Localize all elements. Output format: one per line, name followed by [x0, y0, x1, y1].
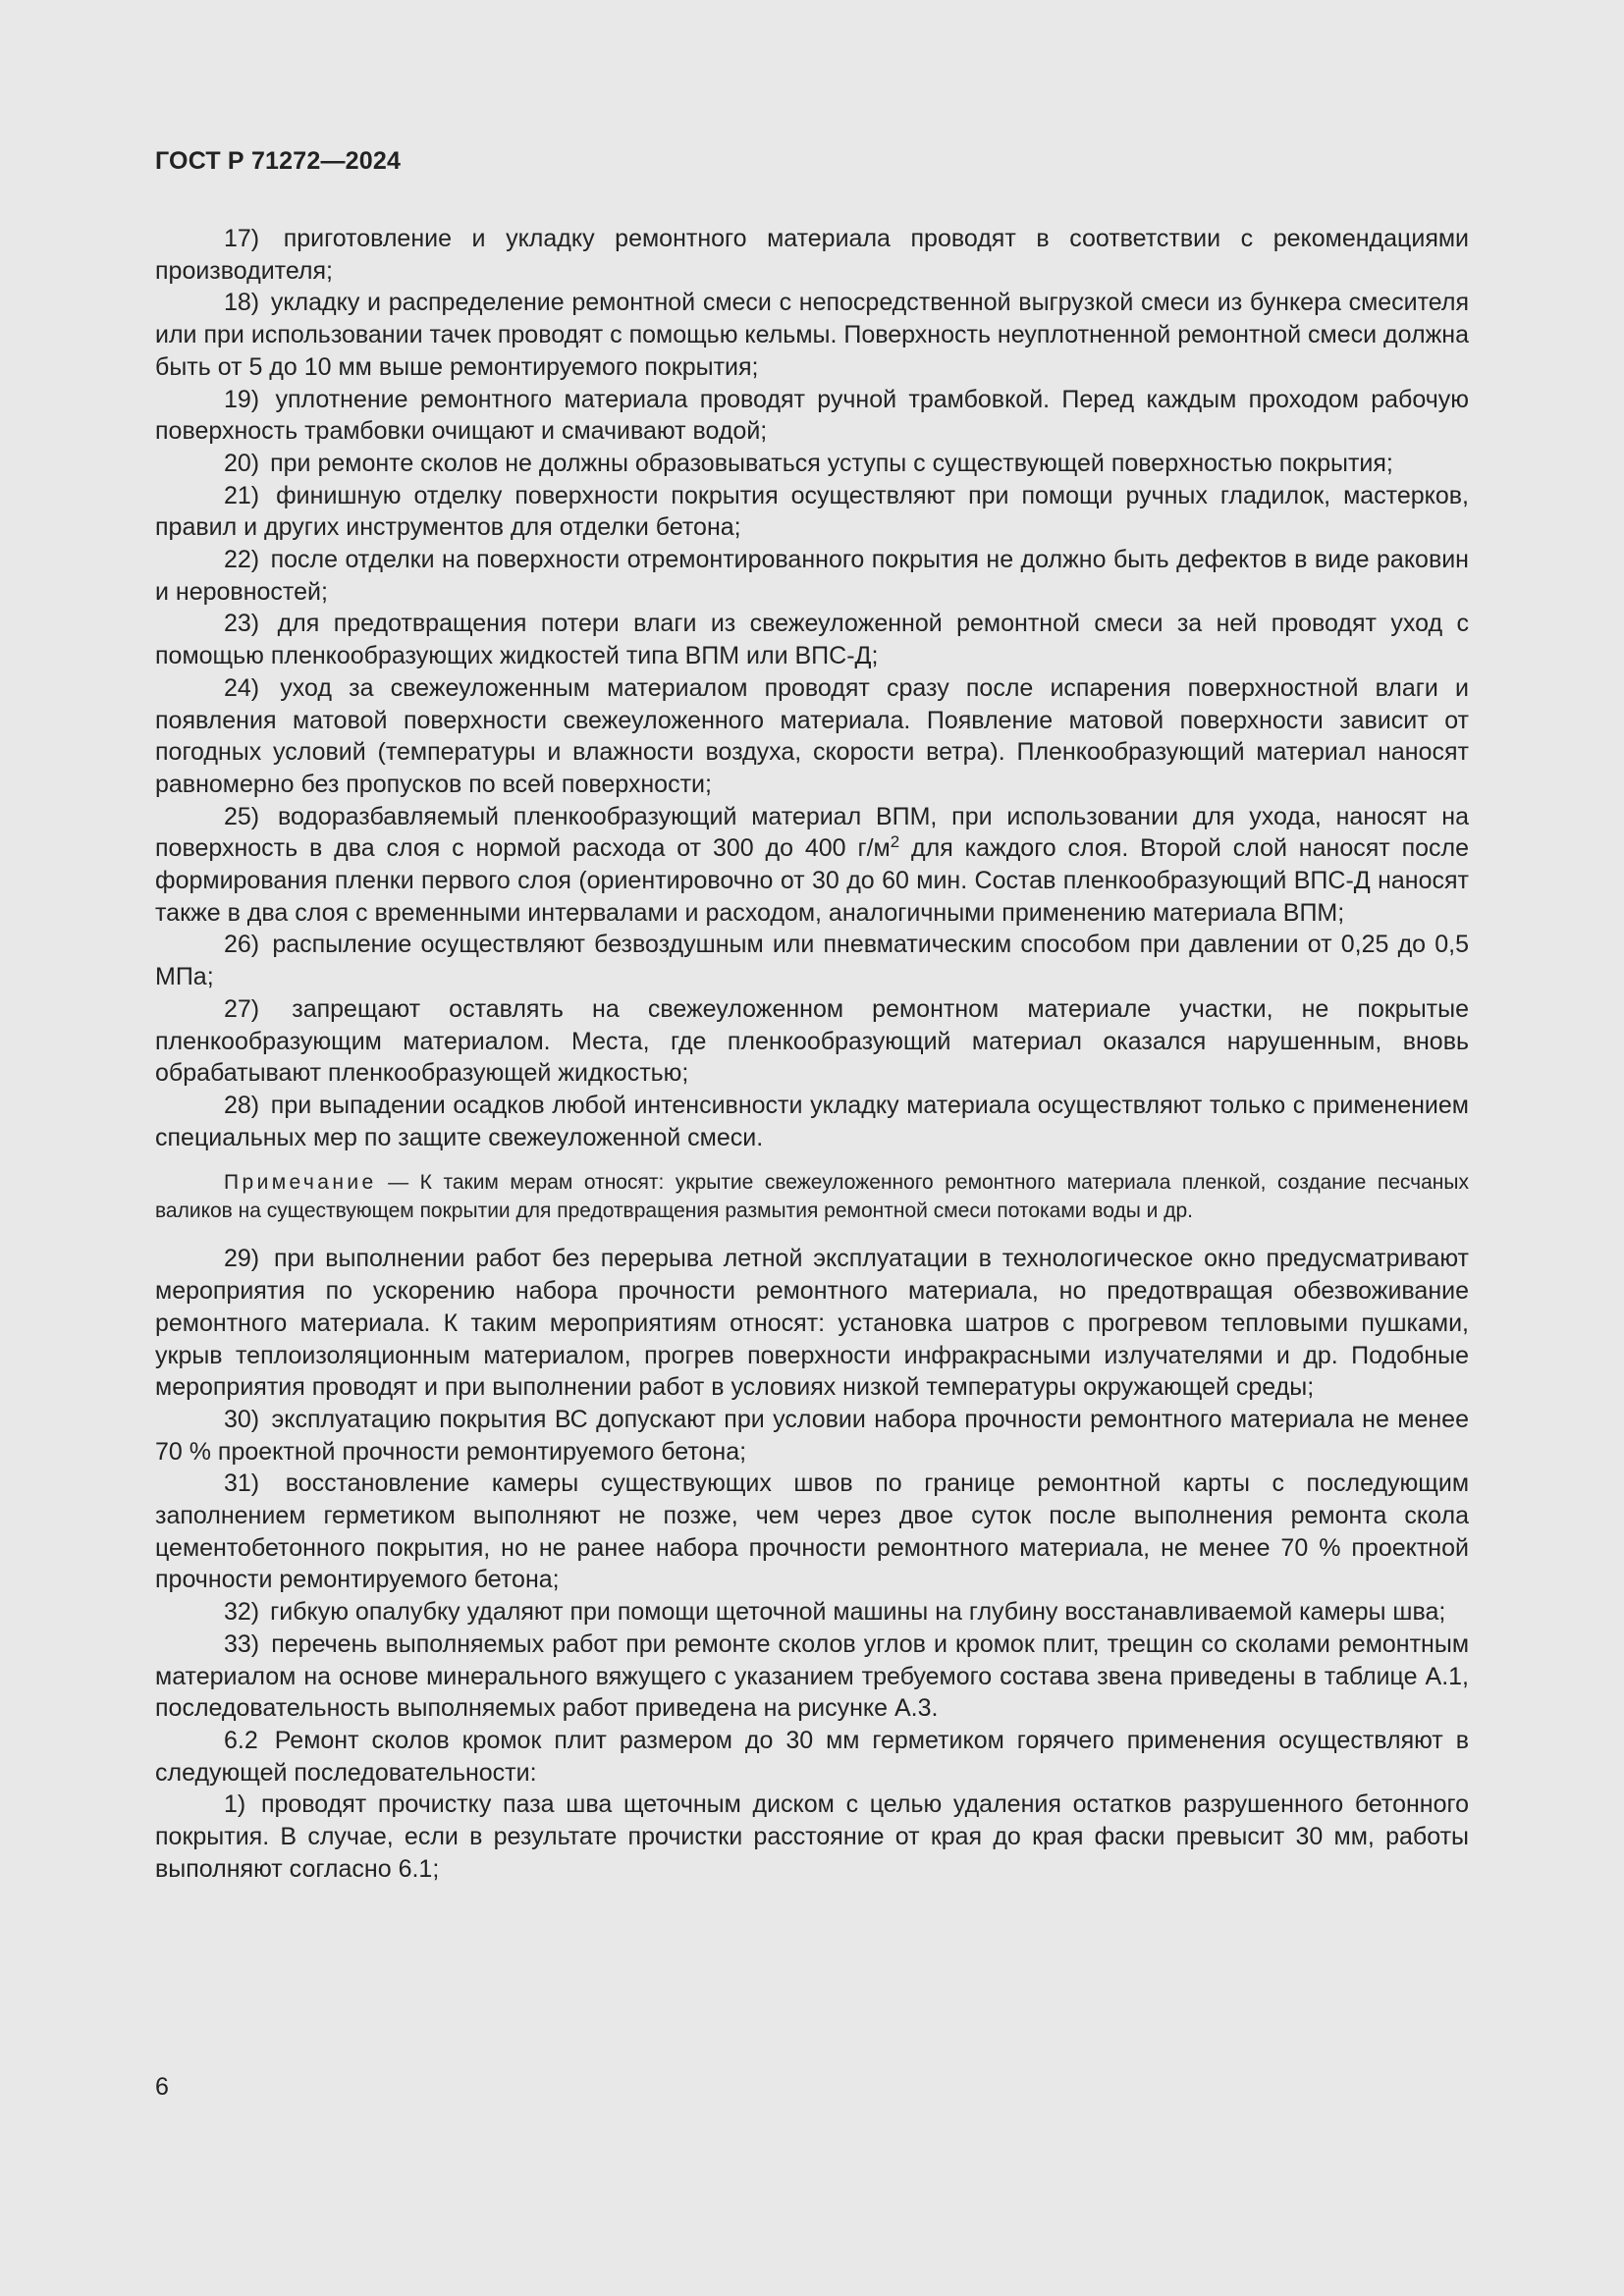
item-number: 21) [224, 481, 260, 509]
item-text: приготовление и укладку ремонтного материала проводят в соответствии с рекомендациями производителя; [155, 225, 1470, 285]
list-item [155, 1090, 1469, 1153]
item-text: при ремонте сколов не должны образовываться уступы с существующей поверхностью покрытия; [270, 449, 1393, 477]
item-text: уплотнение ремонтного материала проводят ручной трамбовкой. Перед каждым проходом рабочую поверхность трамбовки очищают и смачивают водой; [155, 385, 1469, 446]
item-text: укладку и распределение ремонтной смеси с непосредственной выгрузкой смеси из бункера смесителя или при использовании тачек проводят с помощью кельмы. Поверхность неуплотненной ремонтной смеси должна быть от 5 до 10 мм выше ремонтируемого покрытия; [155, 289, 1469, 381]
item-text: финишную отделку поверхности покрытия осуществляют при помощи ручных гладилок, мастерков, правил и других инструментов для отделки бетона; [155, 481, 1470, 542]
section-paragraph [155, 1725, 1469, 1789]
list-item [155, 672, 1469, 801]
item-text: проводят прочистку паза шва щеточным диском с целью удаления остатков разрушенного бетонного покрытия. В случае, если в результате прочистки расстояние от края до края фаски превысит 30 мм, работы выполняют согласно 6.1; [155, 1790, 1469, 1883]
list-item [155, 544, 1469, 608]
item-number: 28) [224, 1091, 260, 1119]
item-text: гибкую опалубку удаляют при помощи щеточной машины на глубину восстанавливаемой камеры шва; [270, 1598, 1446, 1627]
item-number: 24) [224, 673, 260, 702]
item-number: 17) [224, 225, 260, 252]
item-text: водоразбавляемый пленкообразующий материал ВПМ, при использовании для ухода, наносят на поверхность в два слоя с нормой расхода от 300 до 400 г/м [155, 802, 1470, 863]
list-item [155, 993, 1469, 1090]
item-text: Ремонт сколов кромок плит размером до 30 мм герметиком горячего применения осуществляют в следующей последовательности: [155, 1726, 1469, 1787]
item-text: для предотвращения потери влаги из свежеуложенной ремонтной смеси за ней проводят уход с помощью пленкообразующих жидкостей типа ВПМ или ВПС-Д; [155, 610, 1469, 670]
item-text: после отделки на поверхности отремонтированного покрытия не должно быть дефектов в виде раковин и неровностей; [155, 546, 1469, 606]
list-item [155, 384, 1469, 448]
item-text: восстановление камеры существующих швов по границе ремонтной карты с последующим заполнением герметиком выполняют не позже, чем через двое суток после выполнения ремонта скола цементобетонного покрытия, но не ранее набора прочности ремонтного материала, не менее 70 % проектной прочности ремонтируемого бетона; [155, 1469, 1470, 1594]
list-item [155, 929, 1469, 992]
item-number: 31) [224, 1469, 260, 1498]
list-item [155, 1596, 1469, 1629]
item-text: при выполнении работ без перерыва летной эксплуатации в технологическое окно предусматривают мероприятия по ускорению набора прочности ремонтного материала, но предотвращая обезвоживание ремонтного материала. К таким мероприятиям относят: установка шатров с прогревом тепловыми пушками, укрыв теплоизоляционным материалом, прогрев поверхности инфракрасными излучателями и др. Подобные мероприятия проводят и при выполнении работ в условиях низкой температуры окружающей среды; [155, 1245, 1469, 1402]
item-number: 22) [224, 546, 260, 574]
standard-header: ГОСТ Р 71272—2024 [155, 147, 402, 175]
list-item [155, 1629, 1469, 1725]
item-number: 29) [224, 1245, 260, 1273]
section-number: 6.2 [224, 1726, 258, 1754]
item-text: при выпадении осадков любой интенсивности укладку материала осуществляют только с применением специальных мер по защите свежеуложенной смеси. [155, 1091, 1469, 1151]
list-item [155, 223, 1469, 287]
item-number: 18) [224, 289, 260, 317]
list-item [155, 1404, 1469, 1468]
item-number: 1) [224, 1790, 246, 1819]
list-item [155, 1789, 1469, 1885]
item-number: 32) [224, 1598, 260, 1627]
item-number: 19) [224, 385, 260, 413]
note-text: — К таким мерам относят: укрытие свежеуложенного ремонтного материала пленкой, создание песчаных валиков на существующем покрытии для предотвращения размытия ремонтной смеси потоками воды и др. [155, 1171, 1469, 1222]
superscript: 2 [890, 832, 900, 852]
item-text: перечень выполняемых работ при ремонте сколов углов и кромок плит, трещин со сколами ремонтным материалом на основе минерального вяжущего с указанием требуемого состава звена приведены в таблице А.1, последовательность выполняемых работ приведена на рисунке А.3. [155, 1629, 1470, 1723]
list-item [155, 287, 1469, 383]
item-number: 30) [224, 1405, 260, 1433]
item-text: запрещают оставлять на свежеуложенном ремонтном материале участки, не покрытые пленкообразующим материалом. Места, где пленкообразующий материал оказался нарушенным, вновь обрабатывают пленкообразующей жидкостью; [155, 994, 1469, 1088]
list-item [155, 801, 1469, 930]
note-block [155, 1169, 1469, 1225]
item-text: уход за свежеуложенным материалом проводят сразу после испарения поверхностной влаги и появления матовой поверхности свежеуложенного материала. Появление матовой поверхности зависит от погодных условий (температуры и влажности воздуха, скорости ветра). Пленкообразующий материал наносят равномерно без пропусков по всей поверхности; [155, 673, 1469, 798]
item-number: 20) [224, 449, 260, 477]
list-item [155, 608, 1469, 671]
item-text-continued: для каждого слоя. Второй слой наносят после формирования пленки первого слоя (ориентировочно от 30 до 60 мин. Состав пленкообразующий ВПС-Д наносят также в два слоя с временными интервалами и расходом, аналогичными применению материала ВПМ; [155, 834, 1469, 927]
item-text: эксплуатацию покрытия ВС допускают при условии набора прочности ремонтного материала не менее 70 % проектной прочности ремонтируемого бетона; [155, 1405, 1469, 1466]
item-number: 33) [224, 1629, 260, 1658]
item-number: 23) [224, 610, 260, 638]
list-item [155, 448, 1469, 480]
page-number: 6 [155, 2073, 169, 2101]
item-number: 26) [224, 931, 260, 959]
list-item [155, 1243, 1469, 1404]
item-text: распыление осуществляют безвоздушным или пневматическим способом при давлении от 0,25 до 0,5 МПа; [155, 931, 1469, 991]
list-item [155, 480, 1469, 544]
list-item [155, 1468, 1469, 1596]
document-body [155, 223, 1469, 1885]
note-label: Примечание [224, 1171, 377, 1195]
item-number: 25) [224, 802, 260, 830]
item-number: 27) [224, 994, 260, 1023]
